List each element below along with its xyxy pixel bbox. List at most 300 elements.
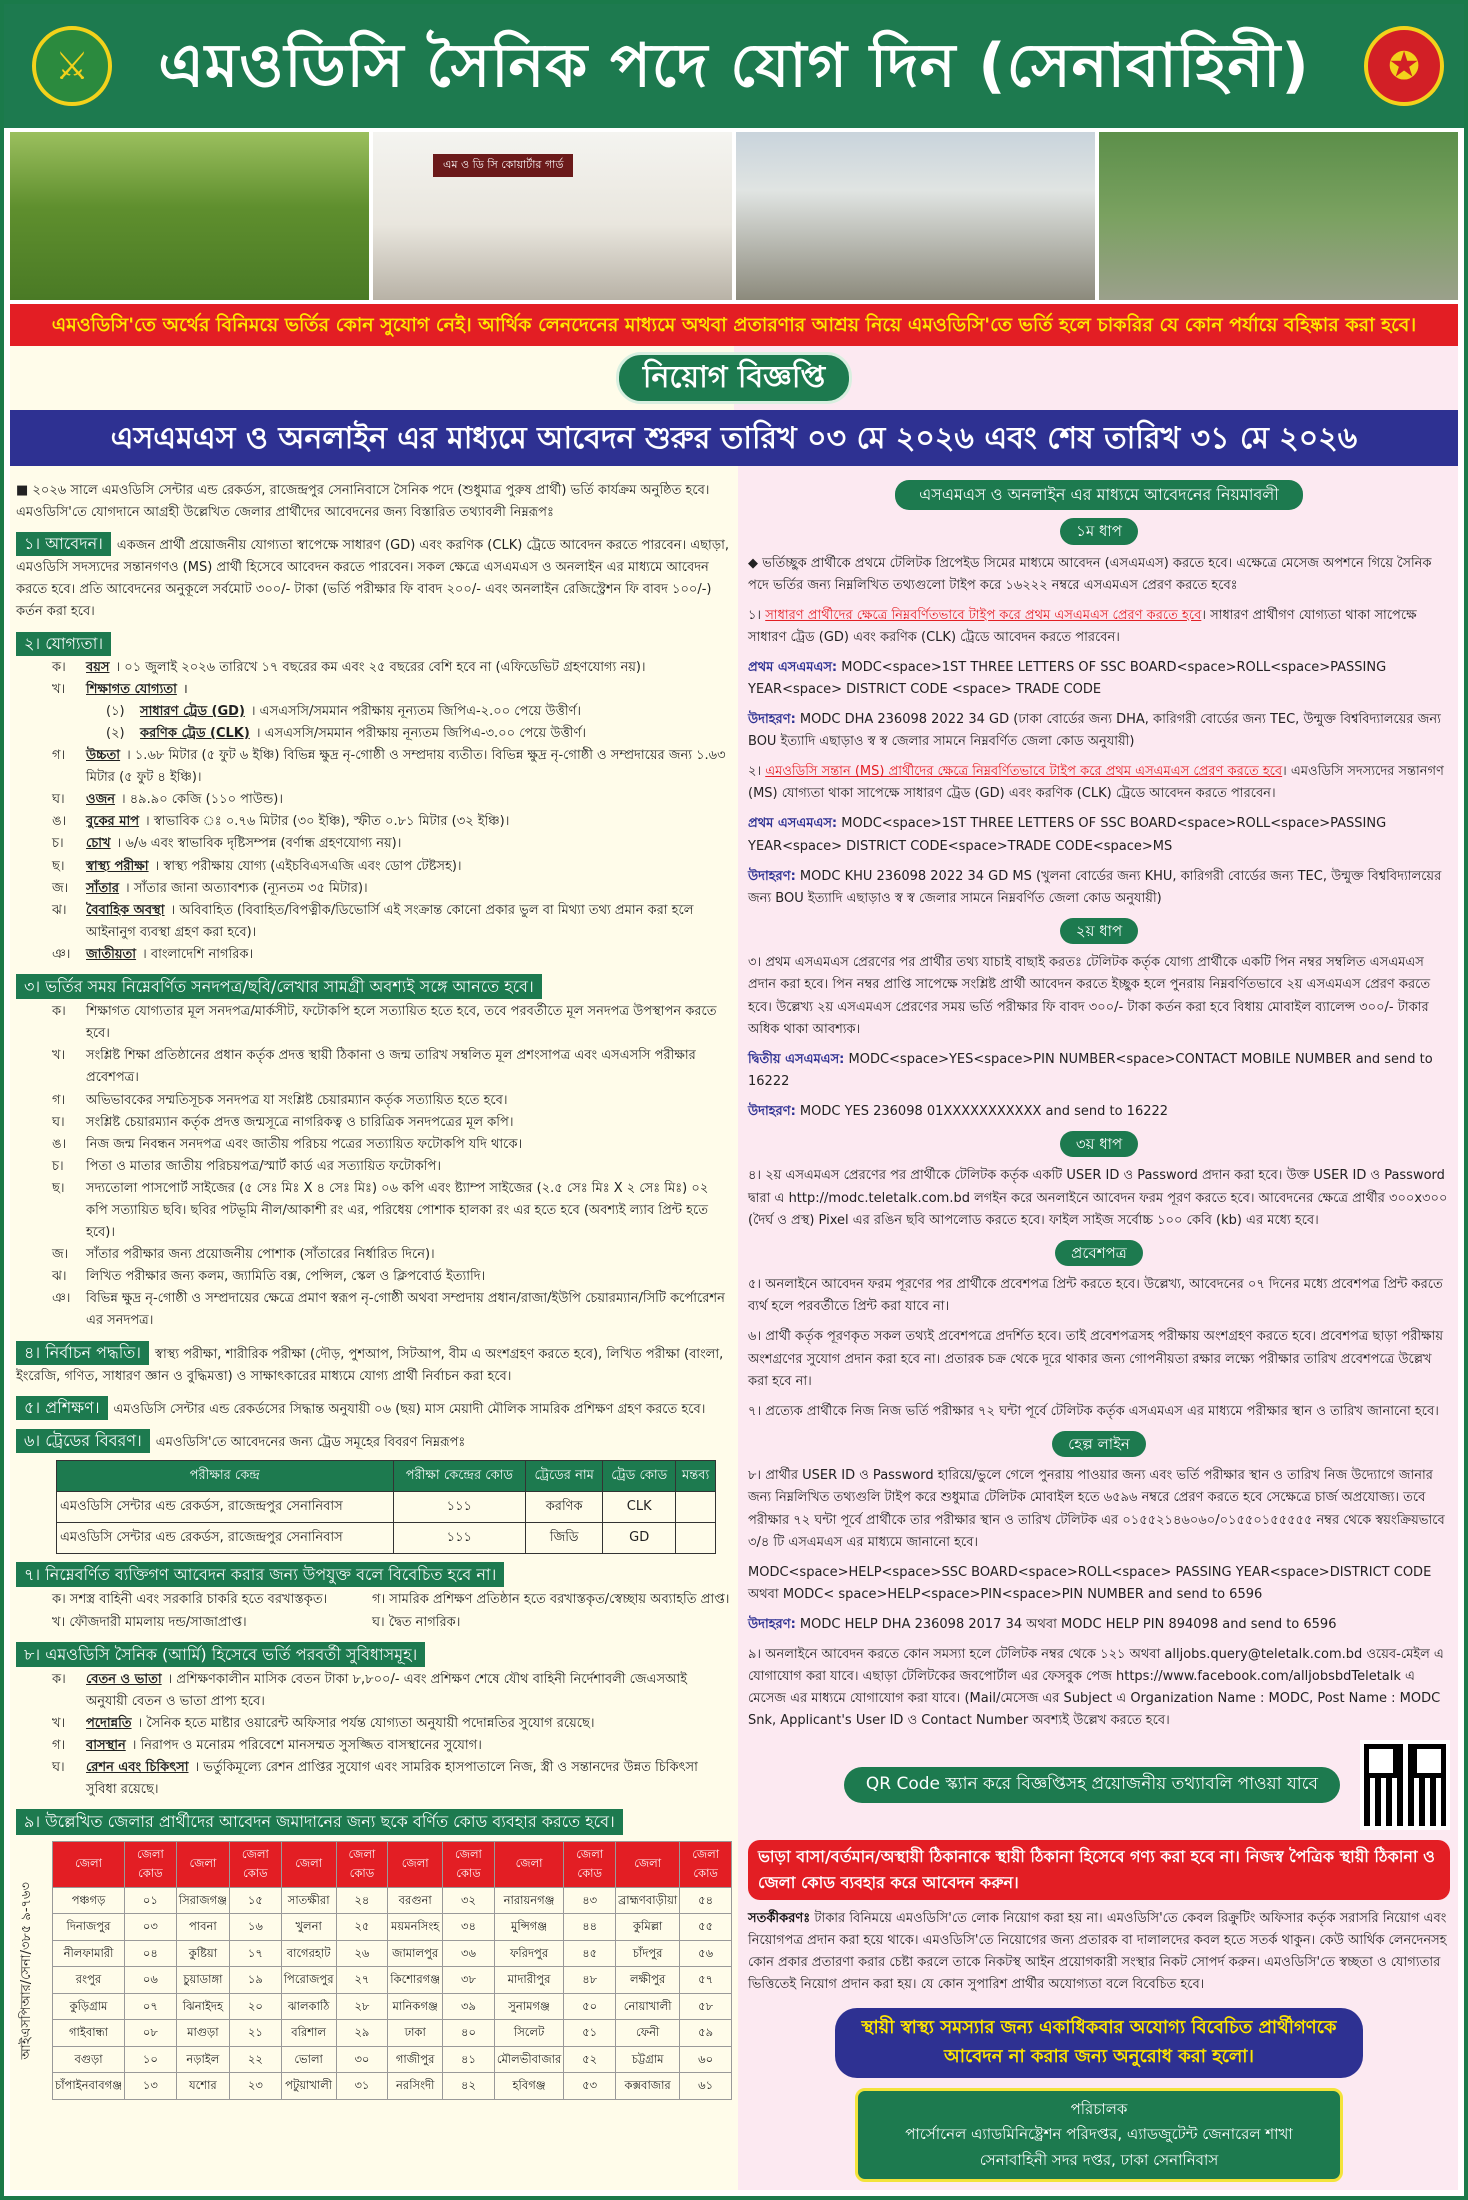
item-body [86,1735,482,1757]
table-cell: ৫৩ [564,2073,616,2100]
table-cell: ১৯ [229,1967,281,1994]
table-cell: পাবনা [176,1914,229,1941]
column-header: জেলা কোড [336,1841,388,1887]
section-text: এমওডিসি সেন্টার এন্ড রেকর্ডসের সিদ্ধান্ত অনুযায়ী ০৬ (ছয়) মাস মেয়াদী মৌলিক সামরিক প্রশিক্ষণ গ্রহণ করতে হবে। [113,1401,706,1417]
item-marker: খ। [52,1048,66,1064]
table-cell: ৪২ [443,2073,495,2100]
table-cell: ১৫ [229,1887,281,1914]
item-marker: ক। [52,659,66,675]
district-table-wrap [16,1841,732,2100]
item-marker: (১) [106,703,125,719]
table-cell: মাগুড়া [176,2020,229,2047]
column-header: পরীক্ষা কেন্দ্রের কোড [393,1460,526,1491]
table-cell: কিশোরগঞ্জ [388,1967,443,1994]
item-text: অভিভাবকের সম্মতিসূচক সনদপত্র যা সংশ্লিষ্ট চেয়ারম্যান কর্তৃক সত্যায়িত হতে হবে। [86,1092,508,1108]
list-item [16,723,732,745]
item-body [86,900,732,944]
paragraph [748,553,1450,597]
table-cell: মৌলভীবাজার [494,2046,563,2073]
column-header: জেলা কোড [443,1841,495,1887]
section-selection [16,1341,732,1388]
item-text: সংশ্লিষ্ট চেয়ারম্যান কর্তৃক প্রদত্ত জন্মসূত্রে নাগরিকত্ব ও চারিত্রিক সনদপত্রের মূল কপি। [86,1114,514,1130]
table-cell: পিরোজপুর [281,1967,336,1994]
second-sms-format [748,1049,1450,1093]
column-header: জেলা কোড [564,1841,616,1887]
table-cell: ১৩ [125,2073,177,2100]
list-item [16,789,732,811]
item-body [86,1134,522,1156]
item-marker: গ। [52,1738,66,1754]
qr-code-icon[interactable] [1360,1740,1450,1830]
table-cell: দিনাজপুর [53,1914,125,1941]
table-cell: চাঁদপুর [616,1940,680,1967]
paragraph [748,657,1450,701]
item-1 [748,605,1450,649]
item-marker: জ। [52,1247,69,1263]
column-header: জেলা [616,1841,680,1887]
right-column [738,466,1458,2190]
table-cell: ২৩ [229,2073,281,2100]
item-body [86,1266,485,1288]
list-item [16,856,732,878]
text-span: MODC<space>1ST THREE LETTERS OF SSC BOARD<space>ROLL<space>PASSING YEAR<space> DISTRICT CODE<space>TRADE CODE<space>MS [748,816,1387,854]
table-cell: ৫০ [564,1993,616,2020]
item-body [140,723,586,745]
intro-text: ■ ২০২৬ সালে এমওডিসি সেন্টার এন্ড রেকর্ডস, রাজেন্দ্রপুর সেনানিবাসে সৈনিক পদে (শুধুমাত্র পুরুষ প্রার্থী) ভর্তি কার্যক্রম অনুষ্ঠিত হবে। এমওডিসি'তে যোগদানে আগ্রহী উল্লেখিত জেলার প্রার্থীদের আবেদনের জন্য বিস্তারিত তথ্যাবলী নিম্নরূপঃ [16,483,710,521]
column-header: জেলা [494,1841,563,1887]
table-cell: ব্রাহ্মণবাড়ীয়া [616,1887,680,1914]
table-cell: ১৬ [229,1914,281,1941]
table-cell: ফরিদপুর [494,1940,563,1967]
table-row [53,2046,732,2073]
table-cell: ৩৮ [443,1967,495,1994]
section-eligibility [16,632,732,966]
text-span: MODC HELP DHA 236098 2017 34 অথবা MODC HELP PIN 894098 and send to 6596 [795,1616,1337,1632]
table-cell: ৬১ [680,2073,732,2100]
section-text: এমওডিসি'তে আবেদনের জন্য ট্রেড সমূহের বিবরণ নিম্নরূপঃ [155,1434,466,1450]
list-item: ঘ। দ্বৈত নাগরিক। [372,1614,461,1630]
photo-parade [736,132,1095,300]
table-cell: মুন্সিগঞ্জ [494,1914,563,1941]
table-cell: ৪৫ [564,1940,616,1967]
column-header: জেলা কোড [125,1841,177,1887]
section-badge: ২। যোগ্যতা। [16,632,111,656]
table-cell: ১১১ [393,1523,526,1554]
caution-paragraph [748,1908,1450,1996]
ineligible-list [16,1589,732,1633]
item-text: সংশ্লিষ্ট শিক্ষা প্রতিষ্ঠানের প্রধান কর্তৃক প্রদত্ত স্থায়ী ঠিকানা ও জন্ম তারিখ সম্বলিত মূল প্রশংসাপত্র এবং এসএসসি পরীক্ষার প্রবেশপত্র। [86,1048,696,1086]
table-cell: চাঁপাইনবাবগঞ্জ [53,2073,125,2100]
item-text: । ৬/৬ এবং স্বাভাবিক দৃষ্টিসম্পন্ন (বর্ণান্ধ গ্রহণযোগ্য নয়)। [116,836,402,852]
item-text: । এসএসসি/সমমান পরীক্ষায় নূন্যতম জিপিএ-২.০০ পেয়ে উত্তীর্ণ। [250,703,582,719]
left-column [10,466,738,2190]
photo-firing-training [10,132,369,300]
text-span: ◆ ভর্তিচ্ছুক প্রার্থীকে প্রথমে টেলিটক প্রিপেইড সিমের মাধ্যমে আবেদন (এসএমএস) করতে হবে। এক্ষেত্রে মেসেজ অপশনে গিয়ে সৈনিক পদে ভর্তির জন্য নিম্নলিখিত তথ্যগুলো টাইপ করে ১৬২২২ নম্বরে এসএমএস প্রেরণ করতে হবেঃ [748,555,1432,593]
notice-title-band [10,346,1458,410]
photo-march [1099,132,1458,300]
step-1-label: ১ম ধাপ [1060,518,1138,545]
item-marker: ঘ। [52,1760,65,1776]
item-marker: ঘ। [52,792,65,808]
rules-title: এসএমএস ও অনলাইন এর মাধ্যমে আবেদনের নিয়মাবলী [895,480,1303,510]
section-header: ৩। ভর্তির সময় নিম্নেবর্ণিত সনদপত্র/ছবি/লেখার সামগ্রী অবশ্যই সঙ্গে আনতে হবে। [16,974,542,999]
highlight-text: সাধারণ প্রার্থীদের ক্ষেত্রে নিম্নবর্ণিতভাবে টাইপ করে প্রথম এসএমএস প্রেরণ করতে হবে [765,607,1202,623]
item-body [86,1178,732,1244]
list-item [16,657,732,679]
help-sms-format [748,1562,1450,1606]
district-code-table [52,1841,732,2100]
item-text: । ১.৬৮ মিটার (৫ ফুট ৬ ইঞ্চি) বিভিন্ন ক্ষুদ্র নৃ-গোষ্ঠী ও সম্প্রদায় ব্যতীত। বিভিন্ন ক্ষুদ্র নৃ-গোষ্ঠী ও সম্প্রদায়ের জন্য ১.৬৩ মিটার (৫ ফুট ৪ ইঞ্চি)। [86,748,726,786]
table-cell: হবিগঞ্জ [494,2073,563,2100]
example-4 [748,1614,1450,1636]
item-body [86,1156,441,1178]
application-date-band: এসএমএস ও অনলাইন এর মাধ্যমে আবেদন শুরুর তারিখ ০৩ মে ২০২৬ এবং শেষ তারিখ ৩১ মে ২০২৬ [10,410,1458,466]
table-cell: ঝালকাঠি [281,1993,336,2020]
section-application [16,532,732,623]
table-cell: ৪৪ [564,1914,616,1941]
item-body [86,1244,435,1266]
table-cell: নীলফামারী [53,1940,125,1967]
item-text: । স্বাস্থ্য পরীক্ষায় যোগ্য (এইচবিএসএজি এবং ডোপ টেষ্টসহ)। [154,858,462,874]
table-cell: ৩১ [336,2073,388,2100]
item-label: করণিক ট্রেড (CLK) [140,725,250,741]
table-cell: ২২ [229,2046,281,2073]
table-cell: ০৪ [125,1940,177,1967]
item-marker: গ। [52,748,66,764]
table-cell: কুমিল্লা [616,1914,680,1941]
table-cell: ২৬ [336,1940,388,1967]
bullet-paragraph [748,553,1450,597]
table-cell: ৩২ [443,1887,495,1914]
table-cell: ২০ [229,1993,281,2020]
item-body [86,745,732,789]
table-cell: ১৭ [229,1940,281,1967]
item-text: সাঁতার পরীক্ষার জন্য প্রয়োজনীয় পোশাক (সাঁতারের নির্ধারিত দিনে)। [86,1247,435,1263]
item-2 [748,761,1450,805]
item-text: নিজ জন্ম নিবন্ধন সনদপত্র এবং জাতীয় পরিচয় পত্রের সত্যায়িত ফটোকপি যদি থাকে। [86,1136,523,1152]
item-body [86,1090,508,1112]
table-cell: নারায়নগঞ্জ [494,1887,563,1914]
item-body [86,1001,732,1045]
table-cell: গাইবান্ধা [53,2020,125,2047]
list-item [16,1735,732,1757]
table-cell: ফেনী [616,2020,680,2047]
paragraph [748,1049,1450,1093]
item-marker: ছ। [52,858,65,874]
table-cell: ৪০ [443,2020,495,2047]
table-cell: ময়মনসিংহ [388,1914,443,1941]
list-item [16,1090,732,1112]
item-label: শিক্ষাগত যোগ্যতা [86,681,177,697]
list-item [16,900,732,944]
table-row [57,1523,716,1554]
table-cell: ঝিনাইদহ [176,1993,229,2020]
paragraph [748,1465,1450,1553]
table-cell: করণিক [526,1492,603,1523]
qr-code-note: QR Code স্ক্যান করে বিজ্ঞপ্তিসহ প্রয়োজনীয় তথ্যাবলি পাওয়া যাবে [844,1767,1340,1803]
table-cell: ৫৪ [680,1887,732,1914]
text-span: MODC<space>YES<space>PIN NUMBER<space>CONTACT MOBILE NUMBER and send to 16222 [748,1051,1433,1089]
qr-row [748,1740,1450,1830]
list-item [16,1156,732,1178]
item-label: বাসস্থান [86,1738,126,1754]
list-item [16,745,732,789]
army-emblem-left-icon: ⚔ [32,26,112,106]
header-banner [4,4,1464,128]
table-cell: সুনামগঞ্জ [494,1993,563,2020]
table-cell: ৩৪ [443,1914,495,1941]
table-cell: ৩০ [336,2046,388,2073]
label: প্রথম এসএমএস: [748,659,838,675]
section-badge: ১। আবেদন। [16,532,111,556]
table-cell: জিডি [526,1523,603,1554]
table-row [53,1967,732,1994]
table-cell: ০১ [125,1887,177,1914]
list-item [16,1669,732,1713]
section-paragraph [16,1341,732,1388]
item-8 [748,1465,1450,1553]
table-cell [676,1492,716,1523]
content-columns [10,466,1458,2190]
item-marker: খ। [52,681,66,697]
trade-table [56,1460,716,1554]
list-item [16,833,732,855]
helpline-label: হেল্প লাইন [1052,1431,1146,1458]
item-text: । প্রশিক্ষণকালীন মাসিক বেতন টাকা ৮,৮০০/- এবং প্রশিক্ষণ শেষে যৌথ বাহিনী নির্দেশাবলী জেএসআই অনুযায়ী বেতন ও ভাতা প্রাপ্য হবে। [86,1671,687,1709]
table-cell: GD [603,1523,676,1554]
reference-code: আইএসপিআর/সেনা/৩৮৫ ৯-৭৬৩ [19,1881,34,2059]
table-cell: বরগুনা [388,1887,443,1914]
section-trade [16,1429,732,1554]
first-sms-format-ms [748,813,1450,857]
list-item [16,1244,732,1266]
section-text: স্বাস্থ্য পরীক্ষা, শারীরিক পরীক্ষা (দৌড়, পুশআপ, সিটআপ, বীম এ অংশগ্রহণ করতে হবে), লিখিত পরীক্ষা (বাংলা, ইংরেজি, গণিত, সাধারণ জ্ঞান ও বুদ্ধিমত্তা) ও সাক্ষাৎকারের মাধ্যমে যোগ্য প্রার্থী নির্বাচন করা হবে। [16,1346,724,1384]
table-cell: ৫১ [564,2020,616,2047]
item-body [86,789,283,811]
paragraph [748,1274,1450,1318]
table-cell: মানিকগঞ্জ [388,1993,443,2020]
table-cell: নোয়াখালী [616,1993,680,2020]
text-span: MODC<space>HELP<space>SSC BOARD<space>ROLL<space> PASSING YEAR<space>DISTRICT CODE অথবা MODC< space>HELP<space>PIN<space>PIN NUMBER and send to 6596 [748,1564,1432,1602]
item-body [86,878,368,900]
list-item [16,1134,732,1156]
text-span: ৩। প্রথম এসএমএস প্রেরণের পর প্রার্থীর তথ্য যাচাই বাছাই করতঃ টেলিটক কর্তৃক যোগ্য প্রার্থীকে একটি পিন নম্বর সম্বলিত এসএমএস প্রদান করা হবে। পিন নম্বর প্রাপ্তি সাপেক্ষে সংশ্লিষ্ট প্রার্থী আবেদন করতে ইচ্ছুক হলে পুনরায় নিম্নবর্ণিতভাবে ২য় এসএমএস প্রেরণ করতে হবে। উল্লেখ্য ২য় এসএমএস প্রেরণের সময় ভর্তি পরীক্ষার ফি বাবদ ৩০০/- টাকা কর্তন করা হবে বিধায় মোবাইল ব্যালেন্স ৩০০/- টাকার অধিক থাকা আবশ্যক। [748,955,1431,1037]
paragraph [748,1165,1450,1231]
example-2 [748,866,1450,910]
paragraph [748,952,1450,1040]
admit-card-label: প্রবেশপত্র [1055,1240,1143,1267]
text-span: ৯। অনলাইনে আবেদন করতে কোন সমস্যা হলে টেলিটক নম্বর থেকে ১২১ অথবা alljobs.query@teletalk.com.bd ওয়েব-মেইল এ যোগাযোগ করা যাবে। এছাড়া টেলিটকের জবপোর্টাল এর ফেসবুক পেজ https://www.facebook.com/alljobsbdTeletalk এ মেসেজ এর মাধ্যমে যোগাযোগ করা যাবে। (Mail/মেসেজ এর Subject এ Organization Name : MODC, Post Name : MODC Snk, Applicant's User ID ও Contact Number অবশ্যই উল্লেখ করতে হবে। [748,1646,1444,1729]
table-row [53,1887,732,1914]
table-cell: কুষ্টিয়া [176,1940,229,1967]
section-text: একজন প্রার্থী প্রয়োজনীয় যোগ্যতা স্বাপেক্ষে সাধারণ (GD) এবং করণিক (CLK) ট্রেডে আবেদন করতে পারবেন। এছাড়া, এমওডিসি সদস্যদের সন্তানগণও (MS) প্রার্থী হিসেবে আবেদন করতে পারবেন। সকল ক্ষেত্রে এসএমএস ও অনলাইন এর মাধ্যমে আবেদন করতে হবে। প্রতি আবেদনের অনুকূলে সর্বমোট ৩০০/- টাকা (ভর্তি পরীক্ষার ফি বাবদ ২০০/- এবং অনলাইন রেজিস্ট্রেশন ফি বাবদ ১০০/-) কর্তন করা হবে। [16,538,730,620]
table-cell: পঞ্চগড় [53,1887,125,1914]
item-body [86,1757,732,1801]
step-3-label: ৩য় ধাপ [1060,1131,1138,1158]
paragraph [748,1326,1450,1392]
label: উদাহরণ: [748,1103,796,1119]
column-header: জেলা [176,1841,229,1887]
item-label: বৈবাহিক অবস্থা [86,902,165,918]
item-text: শিক্ষাগত যোগ্যতার মূল সনদপত্র/মার্কসীট, ফটোকপি হলে সত্যায়িত হতে হবে, তবে পরবর্তীতে মূল সনদপত্র উপস্থাপন করতে হবে। [86,1004,717,1042]
list-item [16,701,732,723]
health-notice-box: স্থায়ী স্বাস্থ্য সমস্যার জন্য একাধিকবার অযোগ্য বিবেচিত প্রার্থীগণকে আবেদন না করার জন্য অনুরোধ করা হলো। [835,2008,1363,2078]
example-1 [748,709,1450,753]
step-2-label: ২য় ধাপ [1060,918,1138,945]
paragraph [748,709,1450,753]
table-cell: ৫২ [564,2046,616,2073]
text-span: ৫। অনলাইনে আবেদন ফরম পূরণের পর প্রার্থীকে প্রবেশপত্র প্রিন্ট করতে হবে। উল্লেখ্য, আবেদনের ০৭ দিনের মধ্যে প্রবেশপত্র প্রিন্ট করতে ব্যর্থ হলে পরবর্তীতে প্রিন্ট করা যাবে না। [748,1277,1443,1315]
section-badge: ৬। ট্রেডের বিবরণ। [16,1429,150,1453]
item-marker: (২) [106,725,125,741]
item-marker: ঞ। [52,1291,71,1307]
item-text: । স্বাভাবিক ঃ ০.৭৬ মিটার (৩০ ইঞ্চি), স্ফীত ০.৮১ মিটার (৩২ ইঞ্চি)। [145,814,510,830]
item-marker: ঞ। [52,946,71,962]
table-cell: মাদারীপুর [494,1967,563,1994]
table-cell: ৫৬ [680,1940,732,1967]
section-paragraph [16,532,732,623]
notice-title: নিয়োগ বিজ্ঞপ্তি [616,352,852,404]
table-cell: ৫৭ [680,1967,732,1994]
table-cell: ৫৯ [680,2020,732,2047]
section-district-codes [16,1809,732,2100]
item-label: সাঁতার [86,880,120,896]
item-text: লিখিত পরীক্ষার জন্য কলম, জ্যামিতি বক্স, পেন্সিল, স্কেল ও ক্লিপবোর্ড ইত্যাদি। [86,1269,486,1285]
table-cell: যশোর [176,2073,229,2100]
list-item [16,1757,732,1801]
item-body [86,833,401,855]
column-header: ট্রেড কোড [603,1460,676,1491]
page-title: এমওডিসি সৈনিক পদে যোগ দিন (সেনাবাহিনী) [158,31,1310,101]
section-header: ৭। নিম্নেবর্ণিত ব্যক্তিগণ আবেদন করার জন্য উপযুক্ত বলে বিবেচিত হবে না। [16,1562,504,1587]
list-item [16,944,732,966]
section-header: ৯। উল্লেখিত জেলার প্রার্থীদের আবেদন জমাদানের জন্য ছকে বর্ণিত কোড ব্যবহার করতে হবে। [16,1809,623,1834]
warning-bar: এমওডিসি'তে অর্থের বিনিময়ে ভর্তির কোন সুযোগ নেই। আর্থিক লেনদেনের মাধ্যমে অথবা প্রতারণার আশ্রয় নিয়ে এমওডিসি'তে ভর্তি হলে চাকরির যে কোন পর্যায়ে বহিষ্কার করা হবে। [10,304,1458,346]
item-text: । এসএসসি/সমমান পরীক্ষায় নূন্যতম জিপিএ-৩.০০ পেয়ে উত্তীর্ণ। [255,725,586,741]
table-cell: ৬০ [680,2046,732,2073]
text-span: ১। [748,607,766,623]
table-cell: ০৩ [125,1914,177,1941]
paragraph [748,1562,1450,1606]
table-cell: CLK [603,1492,676,1523]
item-4 [748,1165,1450,1231]
item-text: । [182,681,188,697]
item-body [86,944,253,966]
item-text: । সাঁতার জানা অত্যাবশ্যক (ন্যূনতম ৩৫ মিটার)। [125,880,368,896]
signature-block [855,2088,1343,2183]
column-header: মন্তব্য [676,1460,716,1491]
section-training [16,1396,732,1421]
item-marker: ঝ। [52,902,67,918]
table-cell: এমওডিসি সেন্টার এন্ড রেকর্ডস, রাজেন্দ্রপুর সেনানিবাস [57,1492,394,1523]
text-span: MODC<space>1ST THREE LETTERS OF SSC BOARD<space>ROLL<space>PASSING YEAR<space> DISTRICT CODE <space> TRADE CODE [748,659,1387,697]
item-body [86,1288,732,1332]
table-cell: কক্সবাজার [616,2073,680,2100]
item-body [86,679,188,701]
highlight-text: এমওডিসি সন্তান (MS) প্রার্থীদের ক্ষেত্রে নিম্নবর্ণিতভাবে টাইপ করে প্রথম এসএমএস প্রেরণ করতে হবে [765,764,1283,780]
table-cell: বাগেরহাট [281,1940,336,1967]
item-label: উচ্চতা [86,748,121,764]
item-marker: ঝ। [52,1269,67,1285]
table-cell: ২৪ [336,1887,388,1914]
item-text: । অবিবাহিত (বিবাহিত/বিপত্নীক/ডিভোর্সি এই সংক্রান্ত কোনো প্রকার ভুল বা মিথ্যা তথ্য প্রমান করা হলে আইনানুগ ব্যবস্থা গ্রহণ করা হবে)। [86,902,694,940]
list-item [16,1112,732,1134]
photo-strip [10,132,1458,300]
table-cell: ২৫ [336,1914,388,1941]
item-text: সদ্যতোলা পাসপোর্ট সাইজের (৫ সেঃ মিঃ X ৪ সেঃ মিঃ) ০৬ কপি এবং ষ্ট্যাম্প সাইজের (২.৫ সেঃ মিঃ X ২ সেঃ মিঃ) ০২ কপি সত্যায়িত ছবি। ছবির পটভূমি নীল/আকাশী রং এর, পরিধেয় পোশাক হালকা রং এর হতে হবে (অবশ্যই ল্যাব প্রিন্ট হতে হবে)। [86,1180,709,1241]
text-span: ৭। প্রত্যেক প্রার্থীকে নিজ নিজ ভর্তি পরীক্ষার ৭২ ঘন্টা পূর্বে টেলিটক কর্তৃক এসএমএস এর মাধ্যমে পরীক্ষার স্থান ও তারিখ জানানো হবে। [748,1403,1439,1419]
item-label: বয়স [86,659,110,675]
photo-quarter-guard [373,132,732,300]
item-5 [748,1274,1450,1318]
footer-line: পার্সোনেল এ্যাডমিনিষ্ট্রেশন পরিদপ্তর, এ্যাডজুটেন্ট জেনারেল শাখা [905,2125,1293,2143]
table-cell: ০৭ [125,1993,177,2020]
section-badge: ৪। নির্বাচন পদ্ধতি। [16,1341,149,1365]
table-cell: রংপুর [53,1967,125,1994]
table-cell: ২৯ [336,2020,388,2047]
item-marker: চ। [52,836,64,852]
table-cell: সিলেট [494,2020,563,2047]
table-cell: চট্টগ্রাম [616,2046,680,2073]
item-body [86,1045,732,1089]
paragraph [748,866,1450,910]
table-cell: গাজীপুর [388,2046,443,2073]
table-cell: সাতক্ষীরা [281,1887,336,1914]
step-1-label-row [748,518,1450,545]
text-span: ২। [748,764,766,780]
item-6 [748,1326,1450,1392]
section-benefits [16,1642,732,1802]
list-item: ক। সশস্ত্র বাহিনী এবং সরকারি চাকরি হতে বরখাস্তকৃত। [52,1592,328,1608]
table-cell: ৫৫ [680,1914,732,1941]
item-label: স্বাস্থ্য পরীক্ষা [86,858,149,874]
admit-card-label-row [748,1240,1450,1267]
item-label: জাতীয়তা [86,946,137,962]
text-span: MODC KHU 236098 2022 34 GD MS (খুলনা বোর্ডের জন্য KHU, কারিগরী বোর্ডের জন্য TEC, উন্মুক্ত বিশ্ববিদ্যালয়ের জন্য BOU ইত্যাদি এছাড়াও স্ব স্ব জেলার সামনে নিম্নবর্ণিত জেলা কোড অনুযায়ী) [748,868,1442,906]
text-span: MODC DHA 236098 2022 34 GD (ঢাকা বোর্ডের জন্য DHA, কারিগরী বোর্ডের জন্য TEC, উন্মুক্ত বিশ্ববিদ্যালয়ের জন্য BOU ইত্যাদি এছাড়াও স্ব স্ব জেলার সামনে নিম্নবর্ণিত জেলা কোড অনুযায়ী) [748,712,1441,750]
item-label: সাধারণ ট্রেড (GD) [140,703,245,719]
list-item [16,1045,732,1089]
table-cell: ২৭ [336,1967,388,1994]
table-cell: নরসিংদী [388,2073,443,2100]
table-row [53,2073,732,2100]
rules-title-row [748,480,1450,510]
label: উদাহরণ: [748,868,796,884]
item-7 [748,1401,1450,1423]
item-marker: ঙ। [52,1136,67,1152]
item-body [86,1669,732,1713]
item-text: । ভর্তুকিমূল্যে রেশন প্রাপ্তির সুযোগ এবং সামরিক হাসপাতালে নিজ, স্ত্রী ও সন্তানদের উন্নত চিকিৎসা সুবিধা রয়েছে। [86,1760,698,1798]
table-cell: বরিশাল [281,2020,336,2047]
helpline-label-row [748,1431,1450,1458]
paragraph [748,761,1450,805]
table-header-row [53,1841,732,1887]
item-marker: চ। [52,1158,64,1174]
item-marker: ক। [52,1004,66,1020]
table-row [53,1940,732,1967]
item-label: রেশন এবং চিকিৎসা [86,1760,189,1776]
table-cell: ১০ [125,2046,177,2073]
table-cell: লক্ষীপুর [616,1967,680,1994]
table-row [57,1492,716,1523]
address-notice-box: ভাড়া বাসা/বর্তমান/অস্থায়ী ঠিকানাকে স্থায়ী ঠিকানা হিসেবে গণ্য করা হবে না। নিজস্ব পৈত্রিক স্থায়ী ঠিকানা ও জেলা কোড ব্যবহার করে আবেদন করুন। [748,1840,1450,1899]
item-body [86,657,646,679]
section-badge: ৫। প্রশিক্ষণ। [16,1396,108,1420]
table-cell: ৪৩ [564,1887,616,1914]
item-marker: ঙ। [52,814,67,830]
list-item: খ। ফৌজদারী মামলায় দন্ড/সাজাপ্রাপ্ত। [52,1614,247,1630]
item-text: পিতা ও মাতার জাতীয় পরিচয়পত্র/স্মার্ট কার্ড এর সত্যায়িত ফটোকপি। [86,1158,442,1174]
